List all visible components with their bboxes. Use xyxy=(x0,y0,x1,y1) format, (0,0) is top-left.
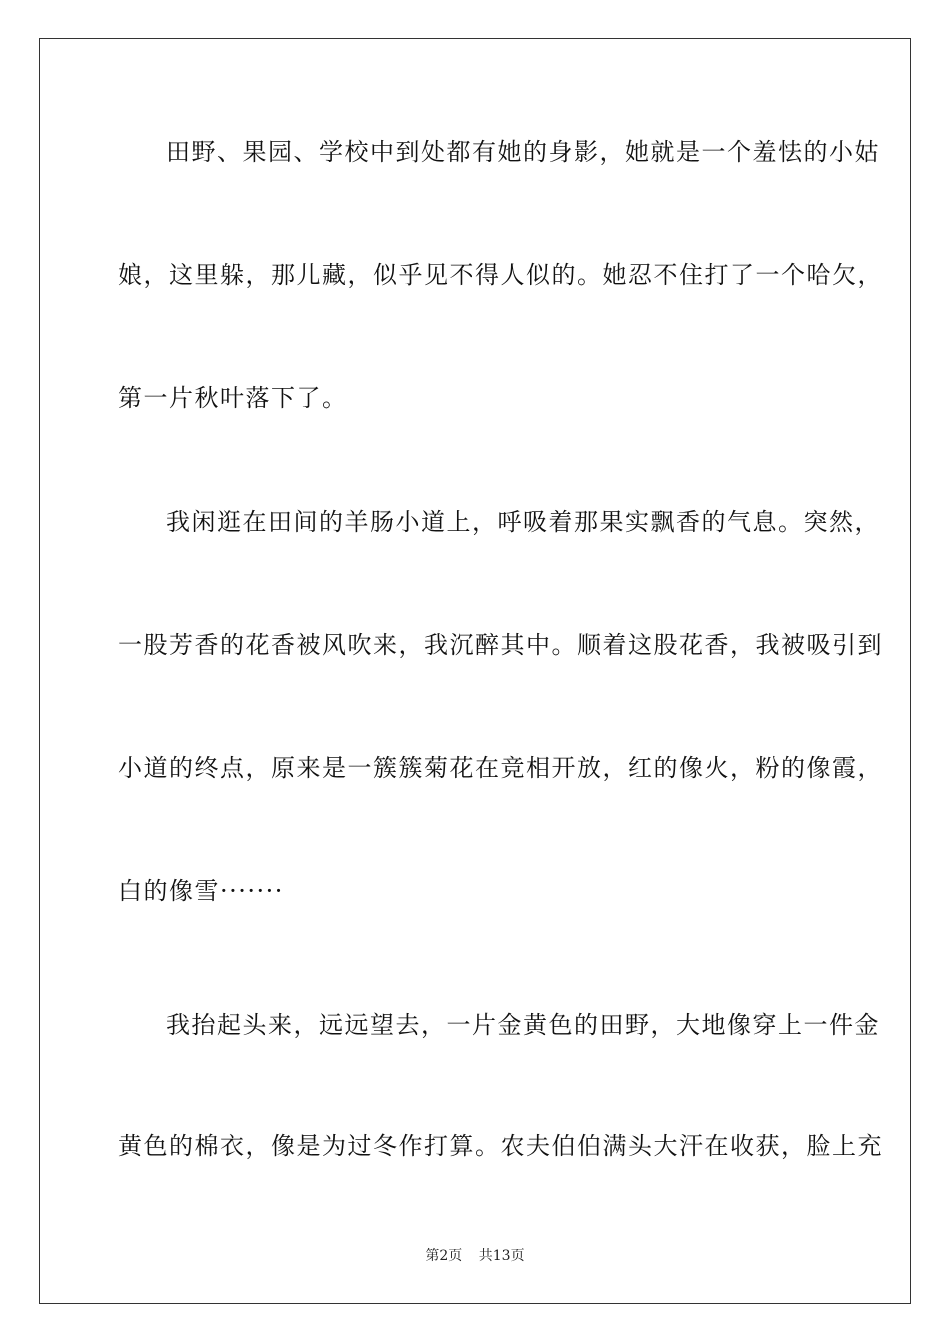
paragraph-2-line-2: 一股芳香的花香被风吹来，我沉醉其中。顺着这股花香，我被吸引到 xyxy=(118,631,883,659)
paragraph-3-line-1: 我抬起头来，远远望去，一片金黄色的田野，大地像穿上一件金 xyxy=(166,1011,880,1039)
paragraph-2-line-4: 白的像雪······· xyxy=(118,877,284,905)
page-footer xyxy=(0,1247,950,1265)
paragraph-2-line-1: 我闲逛在田间的羊肠小道上，呼吸着那果实飘香的气息。突然， xyxy=(166,508,880,536)
paragraph-1-line-2: 娘，这里躲，那儿藏，似乎见不得人似的。她忍不住打了一个哈欠， xyxy=(118,261,883,289)
paragraph-3-line-2: 黄色的棉衣，像是为过冬作打算。农夫伯伯满头大汗在收获，脸上充 xyxy=(118,1132,883,1160)
paragraph-1-line-1: 田野、果园、学校中到处都有她的身影，她就是一个羞怯的小姑 xyxy=(166,138,880,166)
paragraph-2-line-3: 小道的终点，原来是一簇簇菊花在竞相开放，红的像火，粉的像霞， xyxy=(118,754,883,782)
total-pages: 共13页 xyxy=(478,1248,525,1264)
paragraph-1-line-3: 第一片秋叶落下了。 xyxy=(118,384,348,412)
page-border xyxy=(39,38,911,1304)
page-number: 第2页 xyxy=(425,1248,463,1264)
